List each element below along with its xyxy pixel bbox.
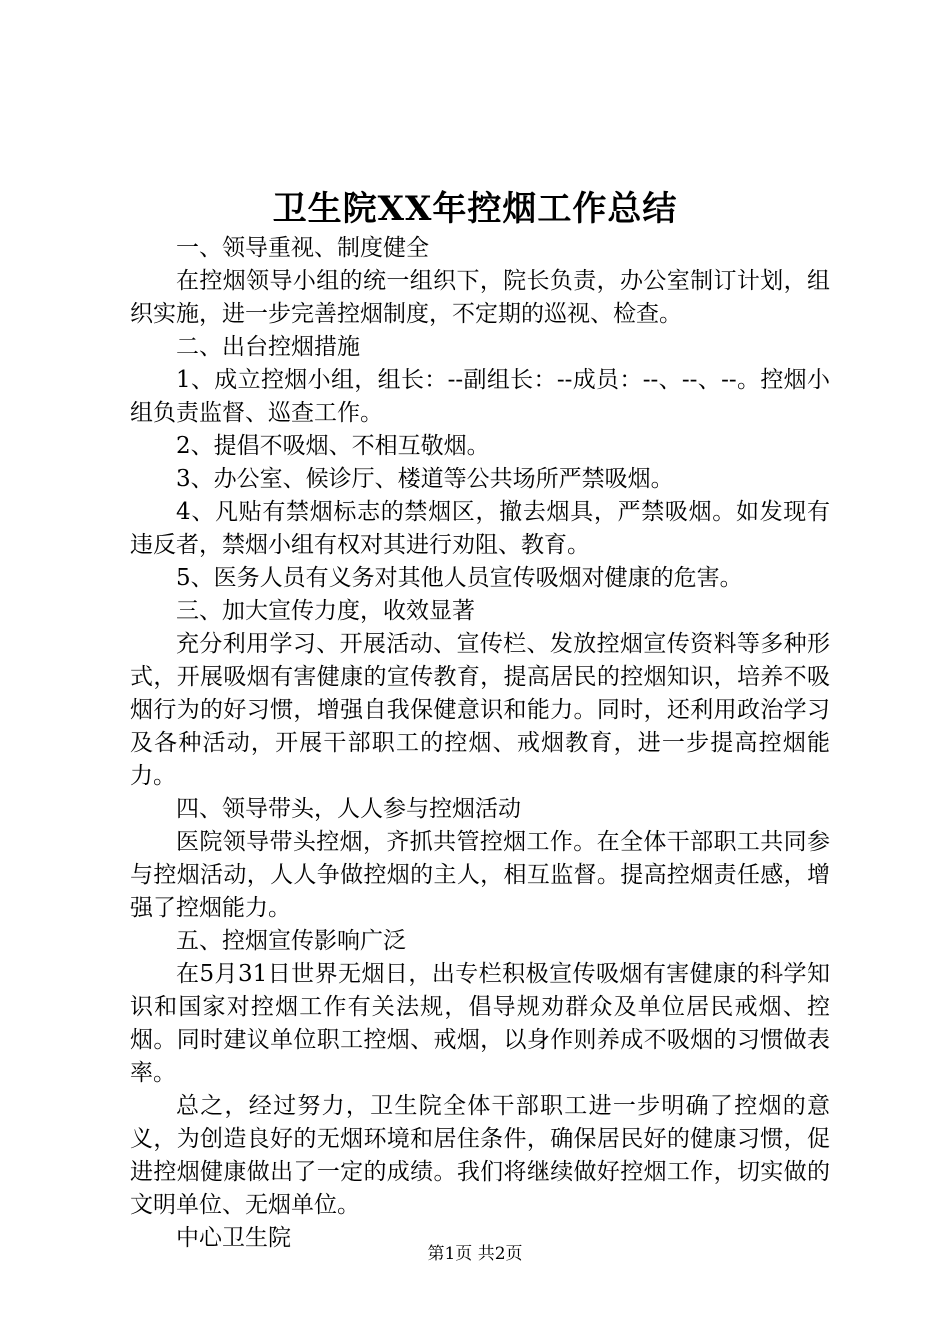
paragraph-no-tobacco-day: 在5月31日世界无烟日，出专栏积极宣传吸烟有害健康的科学知识和国家对控烟工作有关法规，倡导规劝群众及单位居民戒烟、控烟。同时建议单位职工控烟、戒烟，以身作则养成不吸烟的习惯做表率。 xyxy=(130,961,830,1086)
measure-item-1: 1、成立控烟小组，组长：--副组长：--成员：--、--、--。控烟小组负责监督、巡查工作。 xyxy=(130,367,830,426)
paragraph-participation: 医院领导带头控烟，齐抓共管控烟工作。在全体干部职工共同参与控烟活动，人人争做控烟的主人，相互监督。提高控烟责任感，增强了控烟能力。 xyxy=(130,829,830,921)
section-heading-1: 一、领导重视、制度健全 xyxy=(176,235,429,261)
measure-item-2: 2、提倡不吸烟、不相互敬烟。 xyxy=(176,433,490,459)
measure-item-3: 3、办公室、候诊厅、楼道等公共场所严禁吸烟。 xyxy=(176,466,674,492)
section-heading-2: 二、出台控烟措施 xyxy=(176,334,360,360)
paragraph-publicity: 充分利用学习、开展活动、宣传栏、发放控烟宣传资料等多种形式，开展吸烟有害健康的宣传教育，提高居民的控烟知识，培养不吸烟行为的好习惯，增强自我保健意识和能力。同时，还利用政治学习及各种活动，开展干部职工的控烟、戒烟教育，进一步提高控烟能力。 xyxy=(130,631,830,789)
document-title: 卫生院XX年控烟工作总结 xyxy=(272,189,678,229)
measure-item-4: 4、凡贴有禁烟标志的禁烟区，撤去烟具，严禁吸烟。如发现有违反者，禁烟小组有权对其进行劝阻、教育。 xyxy=(130,499,830,558)
section-heading-3: 三、加大宣传力度，收效显著 xyxy=(176,598,475,624)
paragraph-conclusion: 总之，经过努力，卫生院全体干部职工进一步明确了控烟的意义，为创造良好的无烟环境和居住条件，确保居民好的健康习惯，促进控烟健康做出了一定的成绩。我们将继续做好控烟工作，切实做的文明单位、无烟单位。 xyxy=(130,1093,830,1218)
signature-organization: 中心卫生院 xyxy=(176,1225,291,1251)
page-number-footer: 第1页 共2页 xyxy=(427,1244,523,1264)
document-body xyxy=(130,232,830,1255)
paragraph-leadership: 在控烟领导小组的统一组织下，院长负责，办公室制订计划，组织实施，进一步完善控烟制度，不定期的巡视、检查。 xyxy=(130,268,830,327)
section-heading-5: 五、控烟宣传影响广泛 xyxy=(176,928,406,954)
section-heading-4: 四、领导带头，人人参与控烟活动 xyxy=(176,796,521,822)
measure-item-5: 5、医务人员有义务对其他人员宣传吸烟对健康的危害。 xyxy=(176,565,743,591)
